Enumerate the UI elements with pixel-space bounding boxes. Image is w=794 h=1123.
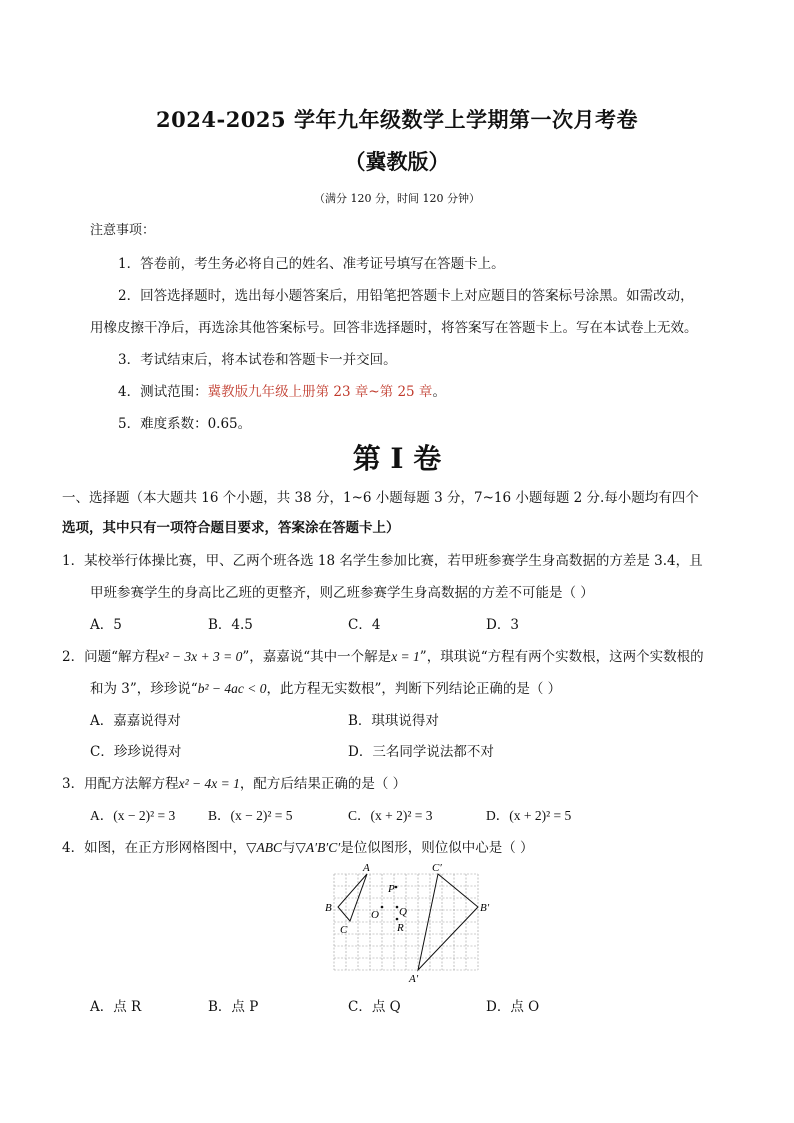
question-3-option-d: D．(x + 2)² = 5 <box>486 808 572 823</box>
question-2-equation: x² − 3x + 3 = 0 <box>158 649 243 664</box>
question-1-option-a: A．5 <box>90 617 122 633</box>
question-4-option-b: B．点 P <box>208 999 259 1015</box>
exam-subtitle: （冀教版） <box>344 149 450 174</box>
note-item-1: 1．答卷前，考生务必将自己的姓名、准考证号填写在答题卡上。 <box>118 256 505 272</box>
point-q <box>396 906 399 909</box>
part-one-line-2: 选项，其中只有一项符合题目要求，答案涂在答题卡上） <box>62 520 400 536</box>
question-3-text-b: ，配方后结果正确的是（ ） <box>239 776 407 792</box>
point-o <box>381 906 384 909</box>
section-title: 第 I 卷 <box>352 442 442 475</box>
note-item-5: 5．难度系数：0.65。 <box>118 416 252 432</box>
question-4-text-b: 与 <box>281 840 296 856</box>
question-3-option-b: B．(x − 2)² = 5 <box>208 808 293 823</box>
question-4-option-c: C．点 Q <box>348 999 401 1015</box>
question-2-text-c: ”，琪琪说“方程有两个实数根，这两个实数根的 <box>419 649 704 665</box>
question-2-option-c: C．珍珍说得对 <box>90 744 182 760</box>
label-c: C <box>340 924 348 936</box>
question-3-equation: x² − 4x = 1 <box>178 776 240 791</box>
point-p <box>395 886 398 889</box>
question-1-option-c: C．4 <box>348 617 381 633</box>
question-2-option-a: A．嘉嘉说得对 <box>90 713 181 729</box>
point-r <box>396 918 399 921</box>
question-2-discriminant: b² − 4ac < 0 <box>197 681 267 696</box>
label-a: A <box>363 862 370 874</box>
question-2-text-a: 2．问题“解方程 <box>62 649 159 665</box>
question-2-text-d: 和为 3”，珍珍说“ <box>90 681 198 697</box>
question-3-option-c: C．(x + 2)² = 3 <box>348 808 433 823</box>
question-3-option-a: A．(x − 2)² = 3 <box>90 808 176 823</box>
test-range: 冀教版九年级上册第 23 章~第 25 章 <box>207 384 433 400</box>
note-item-4-label: 4．测试范围： <box>118 384 208 400</box>
question-1-line-2: 甲班参赛学生的身高比乙班的更整齐，则乙班参赛学生身高数据的方差不可能是（ ） <box>90 585 594 601</box>
label-a-prime: A′ <box>409 973 419 985</box>
note-item-3: 3．考试结束后，将本试卷和答题卡一并交回。 <box>118 352 397 368</box>
question-3-line-1 <box>62 772 406 792</box>
label-b: B <box>325 902 332 914</box>
question-4-text-c: 是位似图形，则位似中心是（ ） <box>340 840 534 856</box>
label-p: P <box>388 883 395 895</box>
note-item-4-end: 。 <box>432 384 446 400</box>
question-1-line-1: 1．某校举行体操比赛，甲、乙两个班各选 18 名学生参加比赛，若甲班参赛学生身高数据的方差是 3.4，且 <box>62 553 703 569</box>
homothety-figure <box>320 860 490 986</box>
question-1-option-d: D．3 <box>486 617 519 633</box>
label-b-prime: B′ <box>480 902 490 914</box>
question-4-option-a: A．点 R <box>90 999 142 1015</box>
question-2-option-d: D．三名同学说法都不对 <box>348 744 494 760</box>
question-4-text-a: 4．如图，在正方形网格图中， <box>62 840 247 856</box>
score-info: （满分 120 分，时间 120 分钟） <box>314 192 480 205</box>
exam-title: 2024-2025 学年九年级数学上学期第一次月考卷 <box>156 107 638 132</box>
question-2-line-2 <box>90 677 561 697</box>
part-one-line-1: 一、选择题（本大题共 16 个小题，共 38 分，1~6 小题每题 3 分，7~16 小题每题 2 分.每小题均有四个 <box>62 490 699 506</box>
note-item-2-cont: 用橡皮擦干净后，再选涂其他答案标号。回答非选择题时，将答案写在答题卡上。写在本试卷上无效。 <box>90 320 698 336</box>
question-2-text-e: ，此方程无实数根”，判断下列结论正确的是（ ） <box>266 681 562 697</box>
question-2-line-1 <box>62 645 704 665</box>
question-3-text-a: 3．用配方法解方程 <box>62 776 179 792</box>
question-4-triangle-abc-prime: ▽A′B′C′ <box>295 840 341 855</box>
label-q: Q <box>399 906 407 918</box>
note-item-4 <box>118 380 446 400</box>
notes-heading: 注意事项： <box>90 223 156 238</box>
label-c-prime: C′ <box>432 862 442 874</box>
label-r: R <box>397 922 404 934</box>
label-o: O <box>371 909 379 921</box>
question-2-option-b: B．琪琪说得对 <box>348 713 439 729</box>
question-4-triangle-abc: ▽ABC <box>246 840 282 855</box>
question-2-text-b: ”，嘉嘉说“其中一个解是 <box>242 649 392 665</box>
triangle-abc <box>338 874 367 921</box>
question-1-option-b: B．4.5 <box>208 617 253 633</box>
question-4-option-d: D．点 O <box>486 999 540 1015</box>
note-item-2: 2．回答选择题时，选出每小题答案后，用铅笔把答题卡上对应题目的答案标号涂黑。如需改动， <box>118 288 694 304</box>
question-2-root: x = 1 <box>391 649 420 664</box>
figure-grid <box>334 874 478 970</box>
question-4-line-1 <box>62 836 534 856</box>
